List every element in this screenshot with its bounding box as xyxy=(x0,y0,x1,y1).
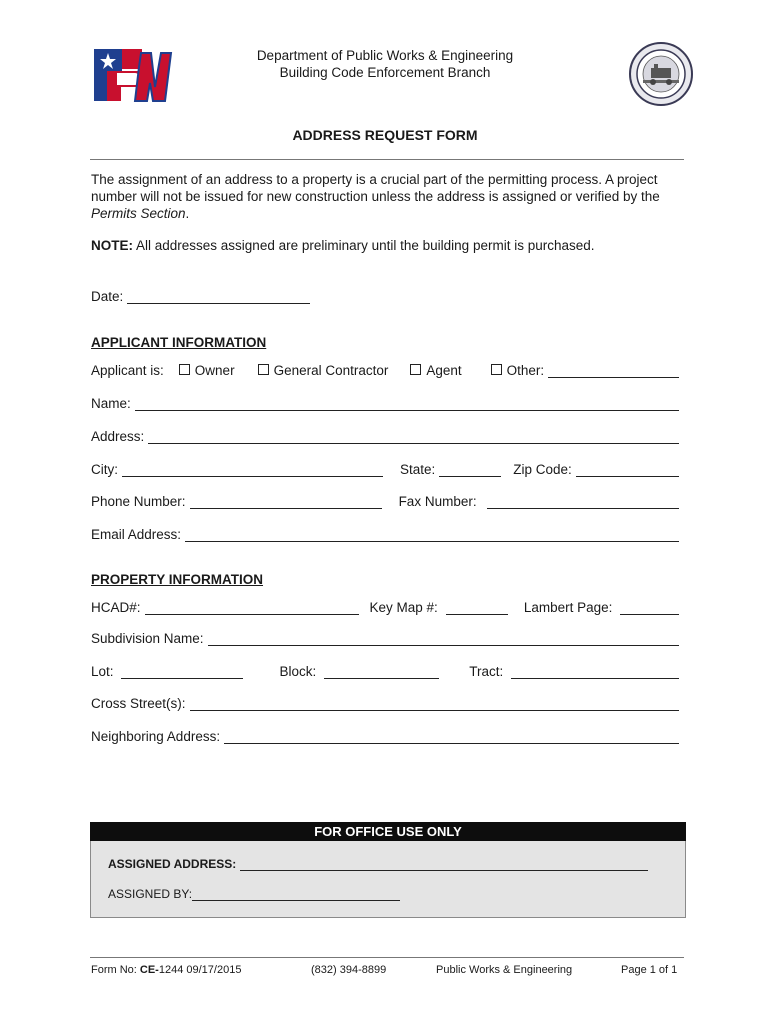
name-row xyxy=(91,393,679,411)
date-label: Date: xyxy=(91,289,124,304)
applicant-is-label: Applicant is: xyxy=(91,363,164,378)
cross-street-row xyxy=(91,693,679,711)
email-row xyxy=(91,524,679,542)
agent-label: Agent xyxy=(426,363,462,378)
block-field[interactable] xyxy=(324,666,439,679)
other-field[interactable] xyxy=(548,365,679,378)
lot-label: Lot: xyxy=(91,664,114,679)
subdivision-row xyxy=(91,628,679,646)
other-checkbox[interactable] xyxy=(491,364,502,375)
keymap-field[interactable] xyxy=(446,602,508,615)
form-no-rest: 1244 09/17/2015 xyxy=(158,964,242,976)
lambert-field[interactable] xyxy=(620,602,679,615)
agent-option[interactable] xyxy=(410,363,461,378)
intro-emphasis: Permits Section xyxy=(91,206,186,221)
contractor-checkbox[interactable] xyxy=(258,364,269,375)
zip-label: Zip Code: xyxy=(513,462,572,477)
neighboring-field[interactable] xyxy=(224,731,679,744)
zip-field[interactable] xyxy=(576,464,679,477)
applicant-heading: APPLICANT INFORMATION xyxy=(91,335,267,350)
intro-paragraph xyxy=(91,171,684,222)
owner-option[interactable] xyxy=(179,363,235,378)
other-label: Other: xyxy=(506,363,545,378)
form-no-label: Form No: xyxy=(91,964,140,976)
tract-label: Tract: xyxy=(469,664,504,679)
name-field[interactable] xyxy=(135,398,679,411)
title-divider xyxy=(90,159,684,160)
property-heading: PROPERTY INFORMATION xyxy=(91,572,264,587)
name-label: Name: xyxy=(91,396,131,411)
note-text: All addresses assigned are preliminary until the building permit is purchased. xyxy=(133,238,595,253)
fax-field[interactable] xyxy=(487,496,679,509)
intro-text: The assignment of an address to a property is a crucial part of the permitting process. A project number will not be issued for new construction unless the address is assigned or verified by the xyxy=(91,172,660,204)
other-option[interactable] xyxy=(491,363,545,378)
hcad-label: HCAD#: xyxy=(91,600,141,615)
keymap-label: Key Map #: xyxy=(369,600,438,615)
contractor-option[interactable] xyxy=(258,363,389,378)
form-no-code: CE- xyxy=(139,964,159,976)
address-label: Address: xyxy=(91,429,145,444)
hcad-row xyxy=(91,597,679,615)
date-row xyxy=(91,286,679,304)
page-number: Page 1 of 1 xyxy=(621,964,678,976)
address-field[interactable] xyxy=(148,431,679,444)
phone-label: Phone Number: xyxy=(91,494,186,509)
footer-phone: (832) 394-8899 xyxy=(311,964,387,976)
owner-checkbox[interactable] xyxy=(179,364,190,375)
neighboring-row xyxy=(91,726,679,744)
assigned-by-field[interactable] xyxy=(192,888,400,901)
applicant-type-row xyxy=(91,360,679,378)
assigned-address-row xyxy=(108,855,648,871)
assigned-address-field[interactable] xyxy=(240,858,648,871)
fax-label: Fax Number: xyxy=(398,494,477,509)
tract-field[interactable] xyxy=(511,666,679,679)
hcad-field[interactable] xyxy=(145,602,359,615)
city-row xyxy=(91,459,679,477)
phone-field[interactable] xyxy=(190,496,382,509)
email-label: Email Address: xyxy=(91,527,182,542)
agent-checkbox[interactable] xyxy=(410,364,421,375)
note-label: NOTE: xyxy=(91,238,133,253)
phone-row xyxy=(91,491,679,509)
cross-street-label: Cross Street(s): xyxy=(91,696,186,711)
city-seal-icon xyxy=(629,42,693,106)
assigned-by-label: ASSIGNED BY: xyxy=(108,887,193,901)
assigned-by-row xyxy=(108,885,400,901)
office-use-box xyxy=(90,841,686,918)
department-header xyxy=(185,47,585,81)
form-title: ADDRESS REQUEST FORM xyxy=(292,127,478,143)
branch-name: Building Code Enforcement Branch xyxy=(279,65,491,80)
assigned-address-label: ASSIGNED ADDRESS: xyxy=(108,857,237,871)
city-label: City: xyxy=(91,462,118,477)
date-field[interactable] xyxy=(127,291,310,304)
footer-divider xyxy=(90,957,684,958)
subdivision-label: Subdivision Name: xyxy=(91,631,204,646)
note-paragraph xyxy=(91,237,684,254)
block-label: Block: xyxy=(279,664,317,679)
lambert-label: Lambert Page: xyxy=(523,600,613,615)
cross-street-field[interactable] xyxy=(190,698,679,711)
state-label: State: xyxy=(400,462,436,477)
office-use-heading: FOR OFFICE USE ONLY xyxy=(90,822,686,841)
email-field[interactable] xyxy=(185,529,679,542)
footer-org: Public Works & Engineering xyxy=(436,964,573,976)
lot-row xyxy=(91,661,679,679)
form-number xyxy=(91,964,241,976)
city-field[interactable] xyxy=(122,464,383,477)
intro-end: . xyxy=(185,206,190,221)
state-field[interactable] xyxy=(439,464,501,477)
neighboring-label: Neighboring Address: xyxy=(91,729,221,744)
subdivision-field[interactable] xyxy=(208,633,679,646)
owner-label: Owner xyxy=(194,363,235,378)
address-row xyxy=(91,426,679,444)
contractor-label: General Contractor xyxy=(273,363,389,378)
department-name: Department of Public Works & Engineering xyxy=(256,48,514,63)
pw-logo xyxy=(93,47,173,103)
lot-field[interactable] xyxy=(121,666,243,679)
